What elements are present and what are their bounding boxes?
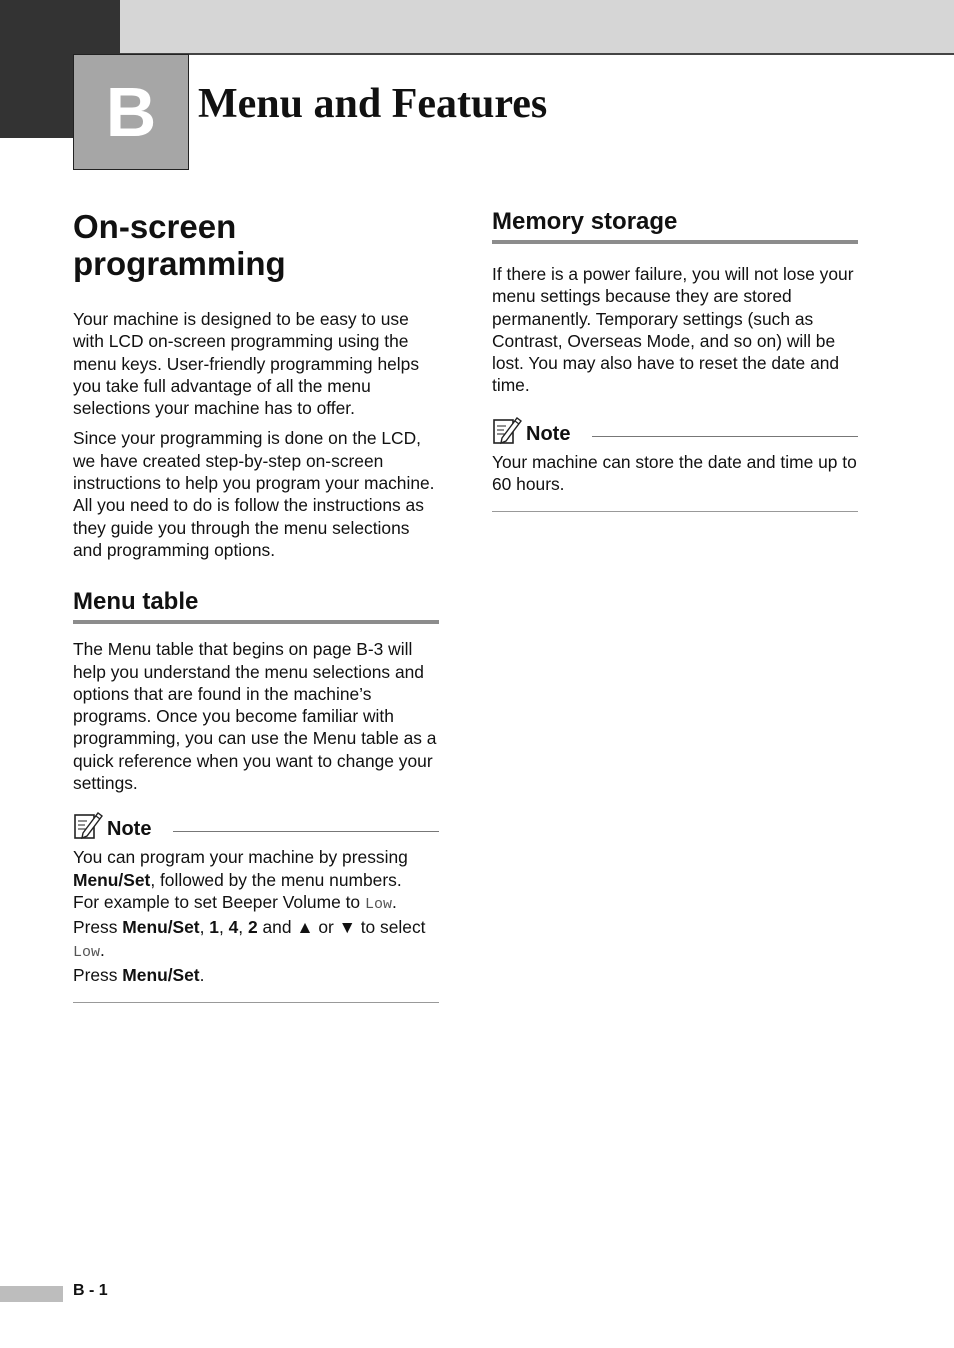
menu-note-text: You can program your machine by pressing Menu/Set, followed by the menu numbers. For example to set Beeper Volume to Low. Press Menu/Set, 1, 4, 2 and ▲ or ▼ to select Low. Press Menu/Set.	[73, 847, 426, 985]
header-band	[0, 0, 954, 55]
lcd-text-low: Low	[364, 895, 392, 913]
note-label: Note	[526, 422, 571, 445]
heading-line-2: programming	[73, 245, 286, 282]
note-label: Note	[107, 818, 152, 841]
note-pencil-icon	[492, 415, 522, 445]
chapter-letter: B	[105, 73, 157, 151]
memory-note-header	[492, 415, 858, 445]
note-rule	[592, 436, 858, 437]
lcd-text-low: Low	[73, 943, 101, 961]
onscreen-programming-heading	[73, 208, 439, 282]
menu-table-paragraph: The Menu table that begins on page B-3 will help you understand the menu selections and options that are found in the machine’s programs. Once you become familiar with programming, you can use the Menu table as a quick reference when you want to change your settings.	[73, 639, 437, 794]
page-number: B - 1	[73, 1282, 108, 1299]
chapter-title: Menu and Features	[198, 81, 548, 127]
memory-storage-heading: Memory storage	[492, 208, 858, 244]
left-column	[73, 208, 439, 1003]
memory-note	[492, 415, 858, 513]
menu-note-header	[73, 810, 439, 840]
memory-note-text: Your machine can store the date and time up to 60 hours.	[492, 451, 857, 495]
note-pencil-icon	[73, 810, 103, 840]
note-end-rule	[492, 511, 858, 512]
heading-line-1: On-screen	[73, 208, 237, 245]
footer-bar	[0, 1286, 63, 1302]
right-column	[492, 208, 858, 512]
chapter-letter-box	[73, 54, 189, 170]
onscreen-paragraph-2: Since your programming is done on the LCD, we have created step-by-step on-screen instructions to help you program your machine. All you need to do is follow the instructions as they guide you through the menu selections and programming options.	[73, 428, 435, 560]
note-end-rule	[73, 1002, 439, 1003]
note-rule	[173, 831, 439, 832]
menu-table-heading: Menu table	[73, 588, 439, 624]
onscreen-paragraph-1: Your machine is designed to be easy to use with LCD on-screen programming using the menu keys. User-friendly programming helps you take full advantage of all the menu selections your machine has to offer.	[73, 309, 420, 419]
menu-note	[73, 810, 439, 1003]
memory-paragraph: If there is a power failure, you will not lose your menu settings because they are stored permanently. Temporary settings (such as Contrast, Overseas Mode, and so on) will be lost. You may also have to reset the date and time.	[492, 264, 854, 396]
